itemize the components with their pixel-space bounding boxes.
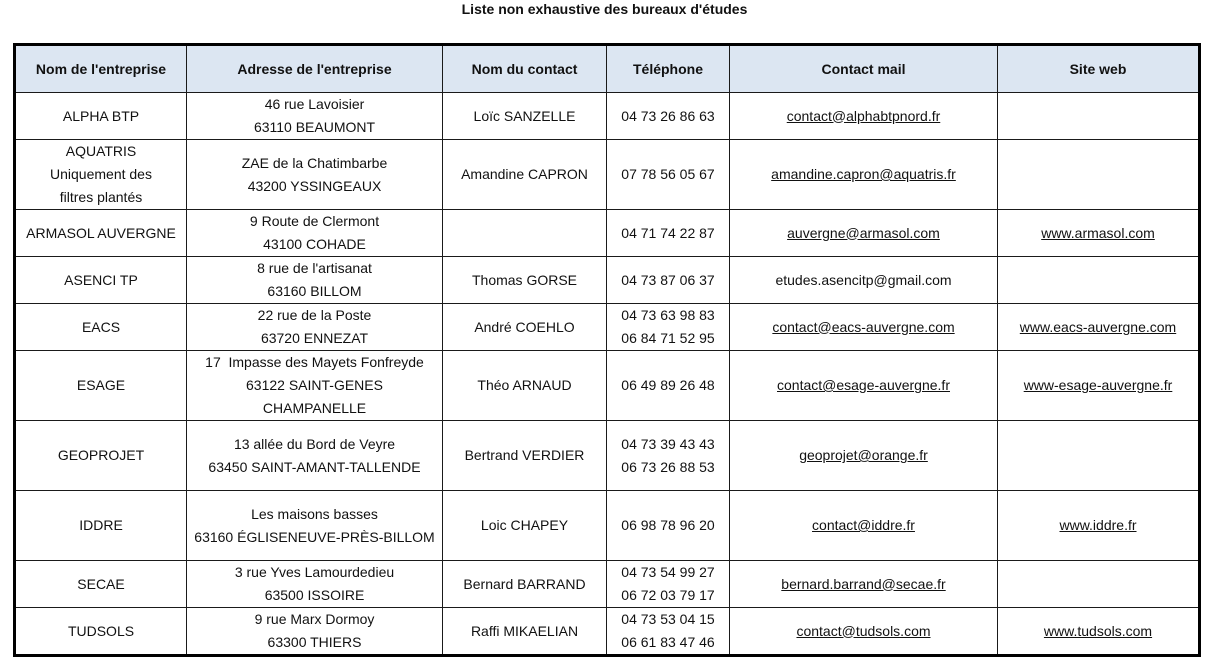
table-header-row (15, 45, 1200, 93)
contact-cell: Théo ARNAUD (443, 351, 607, 421)
email-cell (730, 561, 998, 608)
email-cell (730, 93, 998, 140)
company-cell (15, 351, 187, 421)
website-cell (998, 304, 1200, 351)
address-cell (187, 140, 443, 210)
table-row (15, 210, 1200, 257)
email-link[interactable]: bernard.barrand@secae.fr (781, 575, 946, 592)
table-row (15, 491, 1200, 561)
website-cell (998, 351, 1200, 421)
address-line: 63122 SAINT-GENES (246, 377, 383, 393)
phone-cell (607, 257, 730, 304)
address-cell (187, 351, 443, 421)
website-cell (998, 140, 1200, 210)
company-name: ARMASOL AUVERGNE (26, 224, 176, 241)
page-title: Liste non exhaustive des bureaux d'études (461, 1, 748, 17)
company-cell (15, 304, 187, 351)
company-note: filtres plantés (59, 189, 143, 205)
table-row (15, 608, 1200, 656)
phone-cell (607, 561, 730, 608)
phone-cell (607, 421, 730, 491)
contact-cell: Amandine CAPRON (443, 140, 607, 210)
company-name: IDDRE (79, 517, 123, 533)
address-line: 63450 SAINT-AMANT-TALLENDE (208, 458, 421, 475)
website-link[interactable]: www.eacs-auvergne.com (1019, 318, 1177, 335)
phone-number: 04 73 26 86 63 (621, 107, 715, 124)
website-cell (998, 257, 1200, 304)
phone-cell (607, 210, 730, 257)
phone-number: 06 98 78 96 20 (621, 517, 715, 533)
header-website: Site web (998, 45, 1200, 93)
phone-number: 06 84 71 52 95 (621, 330, 715, 346)
address-line: Les maisons basses (251, 505, 378, 522)
company-name: TUDSOLS (67, 622, 135, 639)
email-cell (730, 421, 998, 491)
address-line: 63160 ÉGLISENEUVE-PRÈS-BILLOM (194, 528, 435, 545)
phone-number: 04 73 53 04 15 (621, 611, 715, 627)
email-link[interactable]: contact@iddre.fr (812, 517, 915, 533)
website-cell (998, 608, 1200, 656)
phone-number: 04 71 74 22 87 (621, 224, 715, 241)
email-cell (730, 491, 998, 561)
phone-number: 06 61 83 47 46 (621, 634, 715, 650)
email-text: etudes.asencitp@gmail.com (775, 271, 952, 288)
table-row (15, 304, 1200, 351)
website-cell (998, 561, 1200, 608)
table-row (15, 421, 1200, 491)
address-line: 63110 BEAUMONT (253, 119, 376, 135)
website-link[interactable]: www-esage-auvergne.fr (1023, 377, 1173, 393)
phone-number: 06 49 89 26 48 (621, 377, 715, 393)
table-row (15, 257, 1200, 304)
contact-cell: Thomas GORSE (443, 257, 607, 304)
company-cell (15, 140, 187, 210)
phone-cell (607, 351, 730, 421)
address-cell (187, 210, 443, 257)
email-link[interactable]: contact@tudsols.com (796, 622, 931, 639)
email-cell (730, 304, 998, 351)
address-line: 43200 YSSINGEAUX (247, 177, 382, 194)
address-cell (187, 93, 443, 140)
address-cell (187, 257, 443, 304)
table-row (15, 93, 1200, 140)
address-line: CHAMPANELLE (262, 400, 367, 416)
address-line: 9 rue Marx Dormoy (254, 611, 375, 627)
email-link[interactable]: contact@eacs-auvergne.com (772, 318, 955, 335)
phone-number: 04 73 63 98 83 (621, 307, 715, 323)
email-link[interactable]: auvergne@armasol.com (787, 224, 940, 241)
company-name: ASENCI TP (64, 271, 138, 288)
address-line: 63300 THIERS (267, 634, 362, 650)
address-cell (187, 561, 443, 608)
phone-number: 06 73 26 88 53 (621, 458, 715, 475)
company-cell (15, 421, 187, 491)
company-name: EACS (81, 318, 121, 335)
address-line: ZAE de la Chatimbarbe (241, 154, 388, 171)
contact-cell: André COEHLO (443, 304, 607, 351)
contact-cell: Loïc SANZELLE (443, 93, 607, 140)
phone-number: 07 78 56 05 67 (621, 166, 715, 182)
address-cell (187, 421, 443, 491)
company-cell (15, 561, 187, 608)
header-address: Adresse de l'entreprise (187, 45, 443, 93)
header-email: Contact mail (730, 45, 998, 93)
company-cell (15, 257, 187, 304)
address-line: 17 Impasse des Mayets Fonfreyde (205, 354, 424, 370)
contact-cell: Bernard BARRAND (443, 561, 607, 608)
contact-cell: Loic CHAPEY (443, 491, 607, 561)
website-link[interactable]: www.armasol.com (1041, 224, 1155, 241)
contact-cell: Bertrand VERDIER (443, 421, 607, 491)
address-line: 63160 BILLOM (267, 283, 362, 299)
website-cell (998, 421, 1200, 491)
phone-number: 04 73 54 99 27 (621, 564, 715, 580)
phone-cell (607, 140, 730, 210)
email-link[interactable]: amandine.capron@aquatris.fr (771, 166, 956, 182)
contact-cell: Raffi MIKAELIAN (443, 608, 607, 656)
website-link[interactable]: www.iddre.fr (1059, 517, 1137, 533)
company-cell (15, 608, 187, 656)
company-name: ESAGE (76, 377, 126, 393)
phone-cell (607, 608, 730, 656)
website-link[interactable]: www.tudsols.com (1043, 622, 1153, 639)
table-row (15, 561, 1200, 608)
header-contact: Nom du contact (443, 45, 607, 93)
address-line: 9 Route de Clermont (249, 213, 380, 229)
phone-number: 04 73 87 06 37 (621, 271, 715, 288)
email-cell (730, 351, 998, 421)
address-line: 63720 ENNEZAT (260, 330, 369, 346)
address-line: 8 rue de l'artisanat (257, 260, 372, 276)
address-line: 63500 ISSOIRE (264, 587, 365, 603)
phone-cell (607, 304, 730, 351)
email-cell (730, 608, 998, 656)
company-name: ALPHA BTP (62, 107, 140, 124)
company-name: AQUATRIS (65, 143, 137, 159)
company-note: Uniquement des (50, 166, 152, 182)
address-line: 46 rue Lavoisier (264, 96, 365, 112)
address-cell (187, 304, 443, 351)
company-name: SECAE (77, 575, 125, 592)
company-cell (15, 93, 187, 140)
address-line: 22 rue de la Poste (257, 307, 372, 323)
email-link[interactable]: contact@alphabtpnord.fr (786, 107, 941, 124)
address-line: 3 rue Yves Lamourdedieu (234, 564, 395, 580)
address-line: 13 allée du Bord de Veyre (233, 435, 396, 452)
email-link[interactable]: geoprojet@orange.fr (799, 447, 928, 463)
website-cell (998, 93, 1200, 140)
phone-cell (607, 93, 730, 140)
engineering-firms-table (13, 43, 1201, 657)
table-row (15, 140, 1200, 210)
phone-number: 06 72 03 79 17 (621, 587, 715, 603)
address-cell (187, 608, 443, 656)
email-cell (730, 257, 998, 304)
address-line: 43100 COHADE (263, 236, 366, 252)
header-company: Nom de l'entreprise (15, 45, 187, 93)
email-cell (730, 210, 998, 257)
website-cell (998, 210, 1200, 257)
email-link[interactable]: contact@esage-auvergne.fr (777, 377, 950, 393)
header-phone: Téléphone (607, 45, 730, 93)
company-cell (15, 210, 187, 257)
phone-number: 04 73 39 43 43 (621, 435, 715, 452)
company-name: GEOPROJET (57, 447, 145, 463)
contact-cell (443, 210, 607, 257)
table-row (15, 351, 1200, 421)
website-cell (998, 491, 1200, 561)
email-cell (730, 140, 998, 210)
address-cell (187, 491, 443, 561)
company-cell (15, 491, 187, 561)
phone-cell (607, 491, 730, 561)
